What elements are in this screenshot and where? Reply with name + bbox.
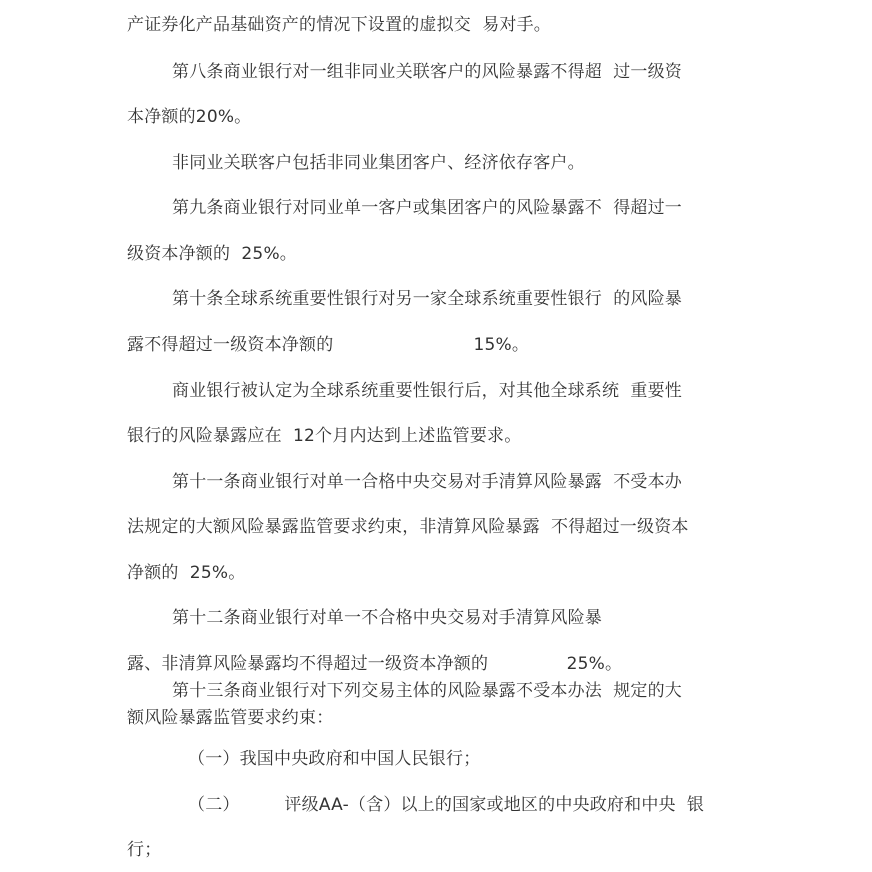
text-line-20: 行； (127, 840, 162, 860)
text-line-13: 净额的 25%。 (127, 563, 246, 583)
text-line-7: 第十条全球系统重要性银行对另一家全球系统重要性银行 的风险暴 (172, 289, 683, 309)
text-line-4: 非同业关联客户包括非同业集团客户、经济依存客户。 (172, 153, 585, 173)
text-line-17: 额风险暴露监管要求约束： (127, 708, 334, 728)
text-line-16: 第十三条商业银行对下列交易主体的风险暴露不受本办法 规定的大 (172, 681, 683, 701)
text-line-11: 第十一条商业银行对单一合格中央交易对手清算风险暴露 不受本办 (172, 472, 683, 492)
text-line-8: 露不得超过一级资本净额的 15%。 (127, 335, 530, 355)
text-line-9: 商业银行被认定为全球系统重要性银行后，对其他全球系统 重要性 (172, 381, 683, 401)
text-line-10: 银行的风险暴露应在 12个月内达到上述监管要求。 (127, 426, 522, 446)
text-line-6: 级资本净额的 25%。 (127, 244, 297, 264)
text-line-15: 露、非清算风险暴露均不得超过一级资本净额的 25%。 (127, 654, 623, 674)
text-line-3: 本净额的20%。 (127, 107, 252, 127)
text-line-19: （二） 评级AA-（含）以上的国家或地区的中央政府和中央 银 (188, 795, 705, 815)
text-line-18: （一）我国中央政府和中国人民银行； (188, 749, 481, 769)
text-line-14: 第十二条商业银行对单一不合格中央交易对手清算风险暴 (172, 608, 602, 628)
text-line-12: 法规定的大额风险暴露监管要求约束，非清算风险暴露 不得超过一级资本 (127, 517, 689, 537)
text-line-5: 第九条商业银行对同业单一客户或集团客户的风险暴露不 得超过一 (172, 198, 683, 218)
text-line-2: 第八条商业银行对一组非同业关联客户的风险暴露不得超 过一级资 (172, 62, 683, 82)
text-line-1: 产证券化产品基础资产的情况下设置的虚拟交 易对手。 (127, 15, 552, 35)
